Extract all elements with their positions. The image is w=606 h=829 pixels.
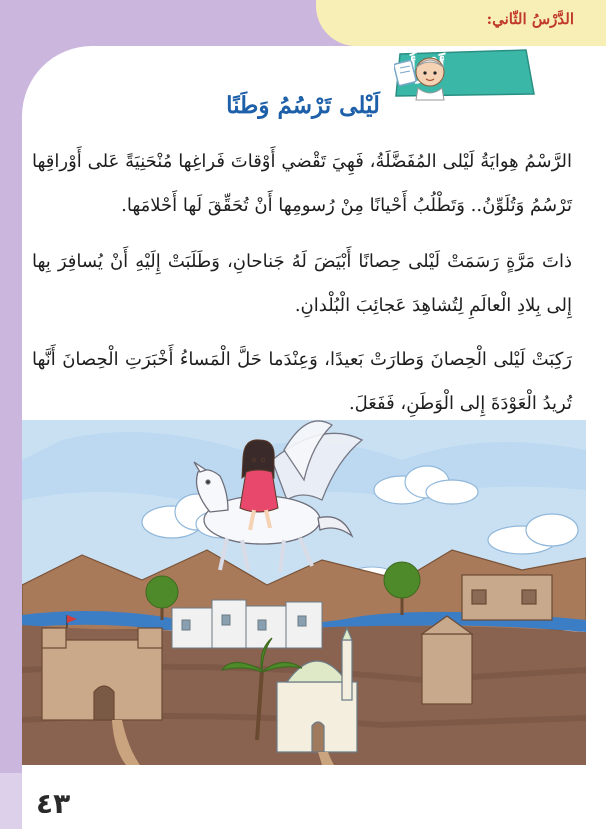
story-paragraph-1: الرَّسْمُ هِوايَةُ لَيْلى المُفَضَّلَةُ، فَهِيَ تَقْضي أَوْقاتَ فَراغِها مُنْحَنِيَةً عَلى أَوْراقِها تَرْسُمُ وَتُلَوِّنُ.. وَتَطْلُبُ أَحْيانًا مِنْ رُسومِها أَنْ تُحَقِّقَ لَها أَحْلامَها.	[32, 151, 572, 216]
lesson-label: الدَّرْسُ الثّاني:	[486, 10, 574, 28]
page-number: ٤٣	[36, 787, 71, 820]
read-badge	[394, 48, 536, 98]
story-paragraph-3: رَكِبَتْ لَيْلى الْحِصانَ وَطارَتْ بَعيدًا، وَعِنْدَما حَلَّ الْمَساءُ أَخْبَرَتِ الْحِصانَ أَنَّها تُريدُ الْعَوْدَةَ إِلى الْوَطَنِ، فَفَعَلَ.	[32, 349, 572, 414]
story-illustration	[22, 420, 586, 765]
story-paragraph-2: ذاتَ مَرَّةٍ رَسَمَتْ لَيْلى حِصانًا أَبْيَضَ لَهُ جَناحانِ، وَطَلَبَتْ إِلَيْهِ أَنْ يُسافِرَ بِها إِلى بِلادِ الْعالَمِ لِتُشاهِدَ عَجائِبَ الْبُلْدانِ.	[32, 251, 572, 316]
story-title: لَيْلى تَرْسُمُ وَطَنًا	[226, 92, 380, 119]
girl-dress	[240, 470, 278, 512]
